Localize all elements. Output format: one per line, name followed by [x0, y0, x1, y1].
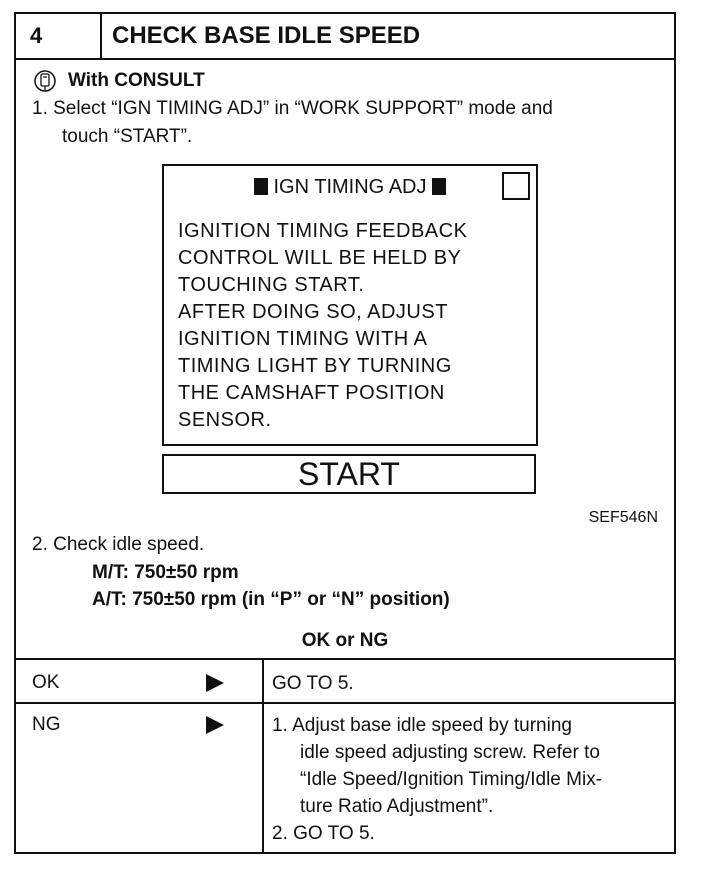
column-divider: [262, 658, 264, 852]
ng-label: NG: [32, 714, 61, 735]
ok-label: OK: [32, 672, 60, 693]
consult-heading: With CONSULT: [68, 70, 205, 91]
ng-action-line: 1. Adjust base idle speed by turning: [272, 715, 572, 736]
consult-screen: [162, 164, 538, 446]
step2-text: 2. Check idle speed.: [32, 534, 205, 555]
screen-message-line: AFTER DOING SO, ADJUST: [178, 301, 448, 323]
ng-arrow-icon: [206, 716, 224, 734]
result-heading: OK or NG: [301, 630, 389, 651]
step-header: [16, 14, 674, 60]
ok-action: GO TO 5.: [272, 673, 354, 694]
start-button[interactable]: START: [162, 454, 536, 494]
screen-message-line: TOUCHING START.: [178, 274, 365, 296]
ng-action-line: “Idle Speed/Ignition Timing/Idle Mix-: [300, 769, 603, 790]
ng-action-line: 2. GO TO 5.: [272, 823, 375, 844]
consult-tester-icon: [34, 70, 56, 92]
screen-message-line: IGNITION TIMING FEEDBACK: [178, 220, 468, 242]
screen-message-line: THE CAMSHAFT POSITION: [178, 382, 445, 404]
title-marker-left: [254, 178, 268, 195]
mt-idle-speed: M/T: 750±50 rpm: [92, 562, 239, 583]
ok-arrow-icon: [206, 674, 224, 692]
screen-message-line: TIMING LIGHT BY TURNING: [178, 355, 452, 377]
screen-message-line: CONTROL WILL BE HELD BY: [178, 247, 462, 269]
ng-action-line: idle speed adjusting screw. Refer to: [300, 742, 600, 763]
step-number: 4: [16, 14, 102, 58]
screen-message-line: SENSOR.: [178, 409, 272, 431]
step-title: CHECK BASE IDLE SPEED: [112, 22, 421, 49]
screen-message-line: IGNITION TIMING WITH A: [178, 328, 428, 350]
screen-corner-box: [502, 172, 530, 200]
procedure-table: [14, 12, 676, 854]
divider: [16, 702, 674, 704]
title-marker-right: [432, 178, 446, 195]
at-idle-speed: A/T: 750±50 rpm (in “P” or “N” position): [92, 589, 450, 610]
step1-line1: 1. Select “IGN TIMING ADJ” in “WORK SUPPORT” mode and: [32, 98, 553, 119]
screen-title: [164, 174, 536, 200]
figure-code: SEF546N: [588, 509, 658, 526]
step1-line2: touch “START”.: [62, 126, 193, 147]
ng-action-line: ture Ratio Adjustment”.: [300, 796, 494, 817]
screen-title-text: IGN TIMING ADJ: [273, 176, 427, 198]
divider: [16, 658, 674, 660]
